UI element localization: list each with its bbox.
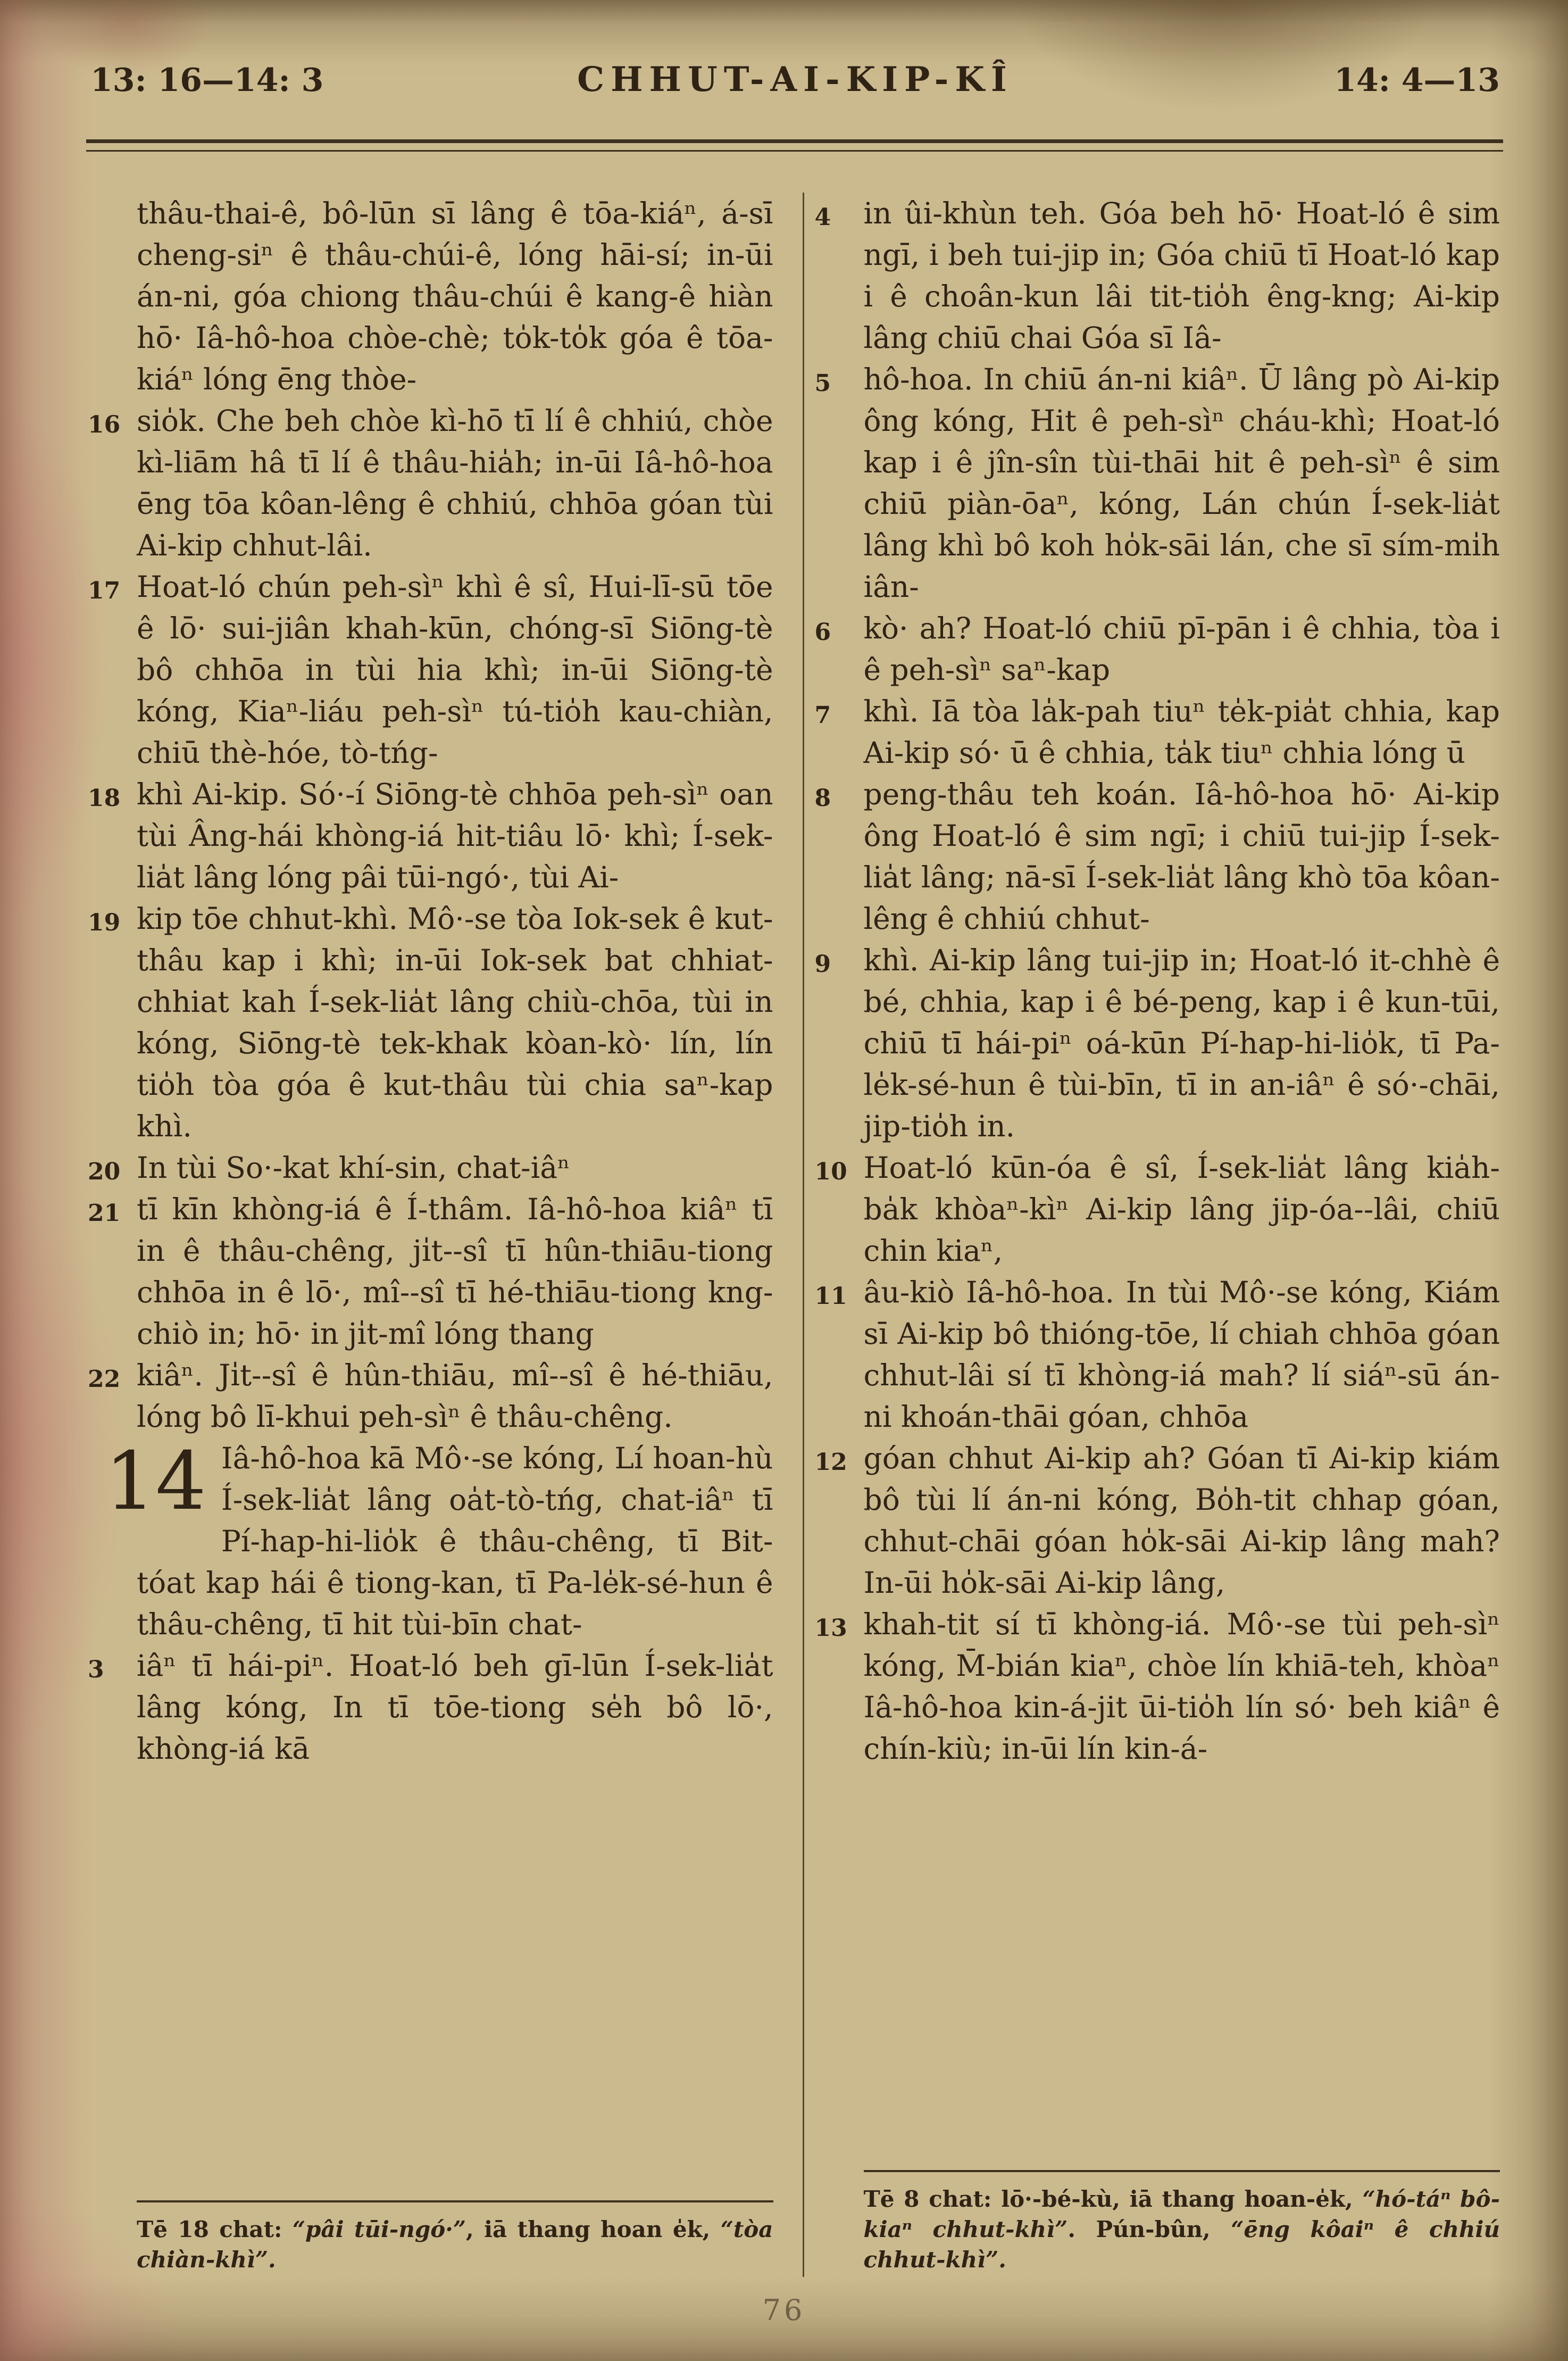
header-double-rule: [86, 139, 1503, 152]
running-header: [90, 60, 1500, 99]
verse-paragraph: 3 iâⁿ tī hái-piⁿ. Hoat-ló beh gī-lūn Í-sek-lia̍t lâng kóng, In tī tōe-tiong se̍h bô lō·, khòng-iá kā: [88, 1649, 773, 1766]
footnote-segment: . Pún-bûn,: [1067, 2216, 1231, 2242]
footnote-quote: “pâi tūi-ngó·”: [292, 2216, 466, 2242]
verse-paragraph: thâu-thai-ê, bô-lūn sī lâng ê tōa-kiáⁿ, á-sī cheng-siⁿ ê thâu-chúi-ê, lóng hāi-sí; in-ūi án-ni, góa chiong thâu-chúi ê kang-ê hiàn hō· Iâ-hô-hoa chòe-chè; to̍k-to̍k góa ê tōa-kiáⁿ lóng ēng thòe-: [137, 196, 773, 396]
verse-number: 12: [814, 1449, 847, 1476]
verse-number: 7: [814, 702, 831, 729]
verse-number: 16: [88, 411, 121, 438]
left-footnote-text: [137, 2214, 773, 2275]
verse-number: 9: [814, 951, 831, 978]
right-footnote: [864, 2170, 1500, 2277]
verse-paragraph: 14 Iâ-hô-hoa kā Mô·-se kóng, Lí hoan-hù Í-sek-lia̍t lâng oa̍t-tò-tńg, chat-iâⁿ tī Pí-hap-hi-lio̍k ê thâu-chêng, tī Bit-tóat kap hái ê tiong-kan, tī Pa-le̍k-sé-hun ê thâu-chêng, tī hit tùi-bīn chat-: [105, 1435, 773, 1641]
footnote-segment: Tē 8 chat: lō·-bé-kù, iā thang hoan-e̍k,: [863, 2186, 1363, 2212]
verse-paragraph: 7 khì. Iā tòa la̍k-pah tiuⁿ te̍k-pia̍t chhia, kap Ai-kip só· ū ê chhia, ta̍k tiuⁿ chhia lóng ū: [814, 694, 1500, 770]
page-number: 76: [762, 2293, 806, 2327]
verse-paragraph: 5 hô-hoa. In chiū án-ni kiâⁿ. Ū lâng pò Ai-kip ông kóng, Hit ê peh-sìⁿ cháu-khì; Hoat-ló kap i ê jîn-sîn tùi-thāi hit ê peh-sìⁿ ê sim chiū piàn-ōaⁿ, kóng, Lán chún Í-sek-lia̍t lâng khì bô koh ho̍k-sāi lán, che sī sím-mi̍h iân-: [814, 362, 1500, 604]
verse-number: 8: [814, 785, 831, 812]
chapter-number: 14: [105, 1435, 206, 1528]
verse-number: 13: [814, 1615, 847, 1642]
header-verse-range-right: 14: 4—13: [1334, 62, 1500, 99]
book-title: CHHUT-AI-KIP-KÎ: [577, 60, 1013, 99]
verse-paragraph: 20 In tùi So·-kat khí-sin, chat-iâⁿ: [137, 1147, 773, 1188]
footnote-quote: “ēng kôaiⁿ ê chhiú chhut-khì”.: [863, 2216, 1500, 2273]
left-footnote-rule: [137, 2200, 773, 2202]
verse-paragraph: 13 khah-tit sí tī khòng-iá. Mô·-se tùi peh-sìⁿ kóng, M̄-bián kiaⁿ, chòe lín khiā-teh, khòaⁿ Iâ-hô-hoa kin-á-jit ūi-tio̍h lín só· beh kiâⁿ ê chín-kiù; in-ūi lín kin-á-: [814, 1607, 1500, 1766]
verse-paragraph: 21 tī kīn khòng-iá ê Í-thâm. Iâ-hô-hoa kiâⁿ tī in ê thâu-chêng, ji̍t--sî tī hûn-thiāu-tiong chhōa in ê lō·, mî--sî tī hé-thiāu-tiong kng-chiò in; hō· in ji̍t-mî lóng thang: [88, 1192, 773, 1351]
verse-number: 18: [88, 785, 121, 812]
verse-paragraph: 16 sio̍k. Che beh chòe kì-hō tī lí ê chhiú, chòe kì-liām hâ tī lí ê thâu-hia̍h; in-ūi Iâ-hô-hoa ēng tōa kôan-lêng ê chhiú, chhōa góan tùi Ai-kip chhut-lâi.: [88, 404, 773, 562]
verse-number: 21: [88, 1200, 121, 1227]
verse-number: 19: [88, 909, 121, 936]
verse-paragraph: 11 âu-kiò Iâ-hô-hoa. In tùi Mô·-se kóng, Kiám sī Ai-kip bô thióng-tōe, lí chiah chhōa góan chhut-lâi sí tī khòng-iá mah? lí siáⁿ-sū án-ni khoán-thāi góan, chhōa: [814, 1275, 1500, 1434]
verse-paragraph: 8 peng-thâu teh koán. Iâ-hô-hoa hō· Ai-kip ông Hoat-ló ê sim ngī; i chiū tui-jip Í-sek-lia̍t lâng; nā-sī Í-sek-lia̍t lâng khò tōa kôan-lêng ê chhiú chhut-: [814, 777, 1500, 936]
verse-paragraph: 17 Hoat-ló chún peh-sìⁿ khì ê sî, Hui-lī-sū tōe ê lō· sui-jiân khah-kūn, chóng-sī Siōng-tè bô chhōa in tùi hia khì; in-ūi Siōng-tè kóng, Kiaⁿ-liáu peh-sìⁿ tú-tio̍h kau-chiàn, chiū thè-hóe, tò-tńg-: [88, 570, 773, 770]
verse-paragraph: 6 kò· ah? Hoat-ló chiū pī-pān i ê chhia, tòa i ê peh-sìⁿ saⁿ-kap: [814, 611, 1500, 687]
verse-number: 6: [814, 619, 831, 646]
verse-paragraph: 9 khì. Ai-kip lâng tui-jip in; Hoat-ló it-chhè ê bé, chhia, kap i ê bé-peng, kap i ê kun-tūi, chiū tī hái-piⁿ oá-kūn Pí-hap-hi-lio̍k, tī Pa-le̍k-sé-hun ê tùi-bīn, tī in an-iâⁿ ê só·-chāi, jip-tio̍h in.: [814, 943, 1500, 1143]
footnote-segment: , iā thang hoan e̍k,: [466, 2216, 721, 2242]
verse-paragraph: 12 góan chhut Ai-kip ah? Góan tī Ai-kip kiám bô tùi lí án-ni kóng, Bo̍h-tit chhap góan, chhut-chāi góan ho̍k-sāi Ai-kip lâng mah? In-ūi ho̍k-sāi Ai-kip lâng,: [814, 1441, 1500, 1600]
header-verse-range-left: 13: 16—14: 3: [90, 62, 324, 99]
right-footnote-text: [864, 2184, 1500, 2275]
verse-number: 5: [814, 370, 831, 397]
verse-number: 4: [814, 204, 831, 231]
verse-number: 11: [814, 1283, 847, 1310]
verse-number: 10: [814, 1158, 847, 1185]
footnote-quote: “hó-táⁿ bô-kiaⁿ chhut-khì”: [863, 2186, 1500, 2242]
left-footnote: [137, 2200, 773, 2277]
right-column: [804, 193, 1506, 2277]
right-column-verses: [814, 193, 1500, 1769]
verse-paragraph: 4 in ûi-khùn teh. Góa beh hō· Hoat-ló ê sim ngī, i beh tui-jip in; Góa chiū tī Hoat-ló kap i ê choân-kun lâi tit-tio̍h êng-kng; Ai-kip lâng chiū chai Góa sī Iâ-: [814, 196, 1500, 355]
footnote-quote: “tòa chiàn-khì”.: [137, 2216, 773, 2273]
verse-paragraph: 22 kiâⁿ. Ji̍t--sî ê hûn-thiāu, mî--sî ê hé-thiāu, lóng bô lī-khui peh-sìⁿ ê thâu-chêng.: [88, 1358, 773, 1434]
right-footnote-rule: [864, 2170, 1500, 2172]
verse-number: 3: [88, 1656, 104, 1683]
verse-number: 22: [88, 1366, 121, 1393]
verse-number: 20: [88, 1158, 121, 1185]
verse-paragraph: 18 khì Ai-kip. Só·-í Siōng-tè chhōa peh-sìⁿ oan tùi Âng-hái khòng-iá hit-tiâu lō· khì; Í-sek-lia̍t lâng lóng pâi tūi-ngó·, tùi Ai-: [88, 777, 773, 894]
footnote-segment: Tē 18 chat:: [137, 2216, 293, 2242]
verse-paragraph: 19 kip tōe chhut-khì. Mô·-se tòa Iok-sek ê kut-thâu kap i khì; in-ūi Iok-sek bat chhiat-chhiat kah Í-sek-lia̍t lâng chiù-chōa, tùi in kóng, Siōng-tè tek-khak kòan-kò· lín, lín tio̍h tòa góa ê kut-thâu tùi chia saⁿ-kap khì.: [88, 902, 773, 1143]
left-column: [86, 193, 803, 2277]
text-columns: [86, 193, 1505, 2277]
left-column-verses: [88, 193, 773, 1769]
verse-number: 17: [88, 577, 121, 604]
verse-paragraph: 10 Hoat-ló kūn-óa ê sî, Í-sek-lia̍t lâng kia̍h-ba̍k khòaⁿ-kìⁿ Ai-kip lâng jip-óa--lâi, chiū chin kiaⁿ,: [814, 1151, 1500, 1268]
